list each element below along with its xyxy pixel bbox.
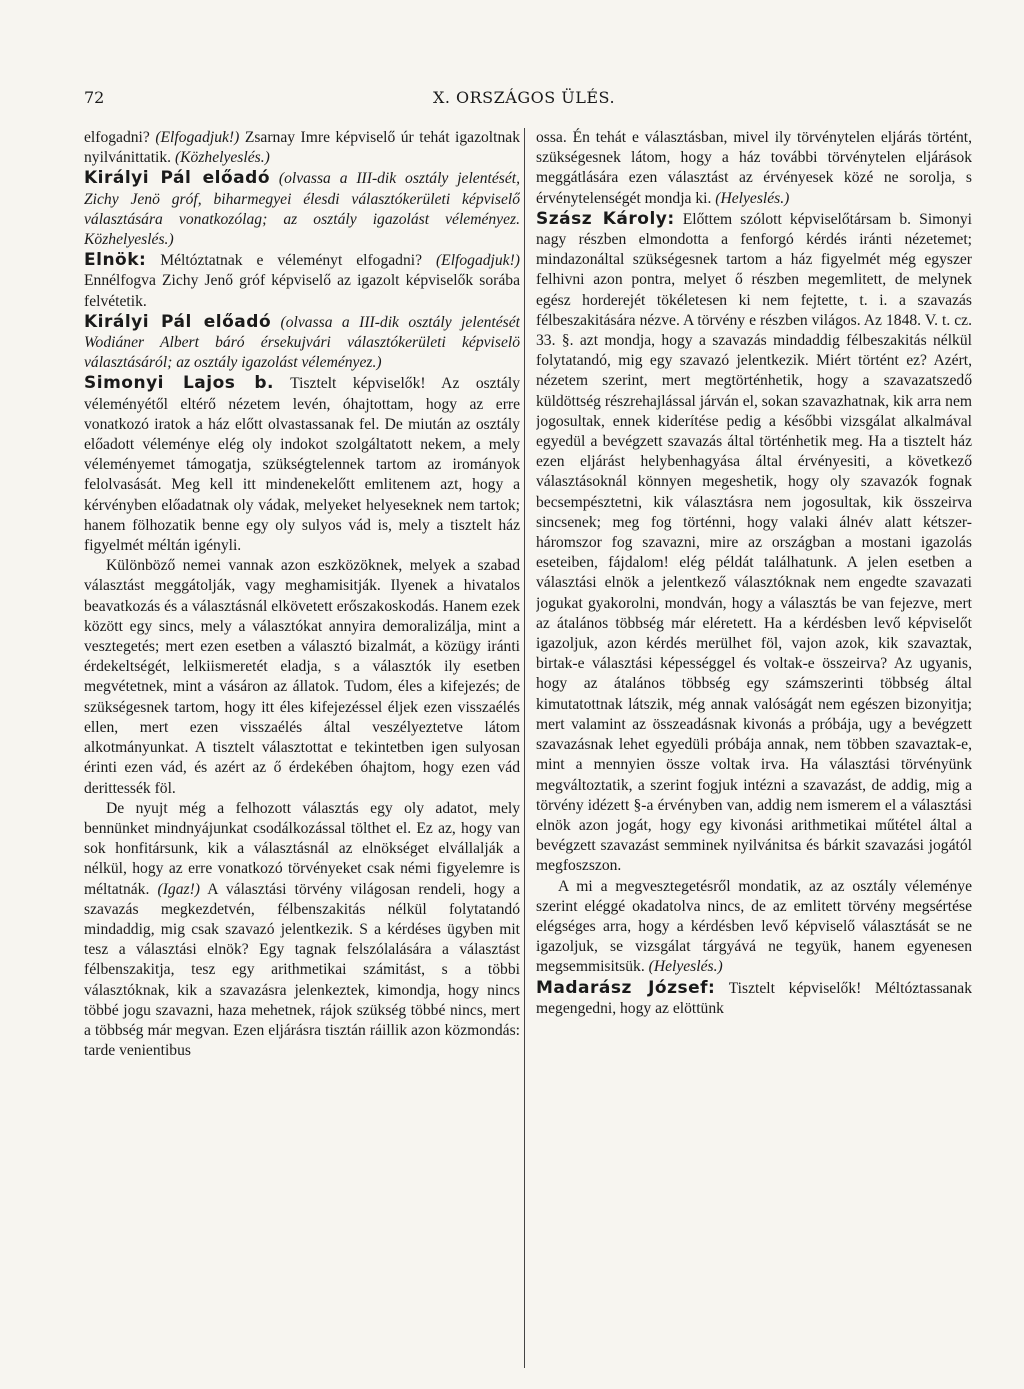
text-run: Ennélfogva Zichy Jenő gróf képviselő az igazolt képviselők sorába felvétetik. [84,272,520,310]
page-header [84,88,964,112]
text-run: ossa. Én tehát e választásban, mivel ily törvénytelen eljárás történt, szükségesnek látom, hogy a ház további törvénytelen eljárások meggátlására ezen választást az érvényesek közé ne sorolja, s érvénytelenségét mondja ki. [536,129,972,207]
text-run: Zsarnay Imre képviselő úr tehát igazoltnak nyilvánittatik. [84,129,520,167]
paragraph [84,312,520,374]
paragraph [536,978,972,1019]
text-run: elfogadni? [84,129,156,146]
speaker-name: Szász Károly: [536,208,675,229]
paragraph [536,877,972,978]
italic-remark: (Helyeslés.) [715,189,790,207]
text-run: A választási törvény világosan rendeli, hogy a szavazás megkezdetvén, félbenszakitás nélkül folytatandó mindaddig, mig csak szavazó jelentkezik. S a kérdéses ügyben mit tesz a választási elnök? Egy tagnak felszólalására a választást félbenszakitja, tesz egy arithmetikai számitást, s a többi választóknak, kik a szavazásra jelenkeztek, kimondja, hogy nincs többé jogu szavazni, haza mehetnek, rájok szükség többé nincs, mert a többség már megvan. Ezen eljárásra tisztán ráillik azon közmondás: tarde venientibus [84,880,520,1060]
paragraph [536,128,972,209]
paragraph [84,250,520,312]
column-divider [524,128,525,1368]
right-column [536,128,972,1368]
text-run: Méltóztatnak e véleményt elfogadni? [146,252,436,270]
paragraph [84,128,520,168]
italic-remark: (Közhelyeslés.) [174,149,270,167]
left-column [84,128,520,1368]
text-run: Tisztelt képviselők! Az osztály véleményétől eltérő nézetem levén, óhajtottam, hogy az erre vonatkozó iratok a ház előtt olvastassanak fel. De miután az osztály előadott véleménye elég oly indokot szolgáltatott nekem, a mely véleményemet támogatja, szükségtelennek tartom az irományok felolvasását. Meg kell itt mindenekelőtt emlitenem azt, hogy a kérvényben előadatnak oly vádak, melyeket helyeseknek nem tartok; hanem fölhozatik benne egy oly sulyos vád is, mely a tisztelt ház figyelmét méltán igényli. [84,375,520,555]
paragraph [84,373,520,556]
italic-remark: (olvassa a III-dik osztály jelentését, Zichy Jenö gróf, biharmegyei élesdi választókerületi képviselő választására vonatkozólag; az osztály igazolást véleményez. Közhelyeslés.) [84,170,520,249]
italic-remark: (Elfogadjuk!) [155,129,240,146]
speaker-name: Madarász József: [536,977,716,998]
text-run: Különböző nemei vannak azon eszközöknek, melyek a szabad választást meggátolják, vagy meghamisitják. Ilyenek a hivatalos beavatkozás és a választásnál elkövetett erőszakoskodás. Hanem ezek között egy sincs, mely a választókat annyira demoralizálja, mint a vesztegetés; mert ezen esetben a választó bizalmát, a közügy iránti érdekeltségét, lelkiismeretét eladja, s a választók ily esetben megvétetnek, mint a vásáron az állatok. Tudom, éles a kifejezés; de szükségesnek tartom, hogy itt éles kifejezéssel éljek ezen visszaélés ellen, mert ezen visszaélés által veszélyeztetve látom alkotmányunkat. A tisztelt választottat e tekintetben igen sulyosan érinti ezen vád, és azért az ő érdekében óhajtom, hogy ezen vád derittessék föl. [84,557,520,797]
text-run: Tisztelt képviselők! Méltóztassanak megengedni, hogy az elöttünk [536,979,972,1017]
running-title: X. ORSZÁGOS ÜLÉS. [432,88,616,107]
paragraph [84,799,520,1062]
paragraph [84,556,520,798]
italic-remark: (Elfogadjuk!) [435,252,520,270]
speaker-name: Királyi Pál előadó [84,168,271,189]
text-run: A mi a megvesztegetésről mondatik, az az osztály véleménye szerint eléggé okadatolva nincs, de az emlitett törvény megsértése elégséges arra, hogy a kérdésben levő képviselő választását se ne igazoljuk, se vizsgálat tárgyává ne tegyük, hanem egyenesen megsemmisitsük. [536,877,972,976]
speaker-name: Királyi Pál előadó [84,311,272,332]
text-run: Előttem szólott képviselőtársam b. Simonyi nagy részben elmondotta a fenforgó kérdés iránti nézetemet; mindazonáltal szükségesnek tartom a ház figyelmét még egyszer felhivni azon pontra, melyet ő részben megemlitett, de melynek egész horderejét tökéletesen ki nem fejtette, t. i. a szavazás félbeszakitására nézve. A törvény e részben világos. Az 1848. V. t. cz. 33. §. azt mondja, hogy a szavazás mindaddig félbeszakitás nélkül folytatandó, mig egy szavazó jelentkezik. Miért történt ez? Azért, nézetem szerint, mert megtörténhetik, hogy a szavazatszedő küldöttség részrehajlással járván el, sokan szavazhatnak, kik arra nem jogosultak, ennek kiderítése pedig a későbbi vizsgálat alkalmával egyedül a bevégzett szavazás által történhetik meg. Ha a tisztelt ház ezen eljárást helybenhagyása által érvényesiti, a következő választásoknál könnyen megeshetik, hogy oly szavazók fognak becsempésztetni, kik választásra nem jogosultak, kik összeirva sincsenek; meg fog történni, hogy valaki álnév alatt kétszer-háromszor fog szavazni, mire az országban a mostani igazolás eseteiben, fájdalom! elég példát találhatunk. A jelen esetben a választási elnök a jelentkező választóknak nem engedte szavazati jogukat gyakorolni, mondván, hogy a választás be van fejezve, mert az átalános többség már eléretett. Ha a kérdésben levő képviselőt igazoljuk, azon kérdés merülhet föl, vajon azok, kik szavaztak, birtak-e választási képességgel és voltak-e összeirva? Az ugyanis, hogy az átalános többség egy számszerinti többség által kimutatottnak látszik, még annak valóságát nem egészen bizonyitja; mert valamint az összeadásnak kivonás a próbája, ugy a bevégzett szavazásnak lehet egyedüli próbája annak, nem többen szavaztak-e, mint a mennyien össze voltak irva. Ha választási törvényünk megváltoztatik, a szerint fogjuk intézni a szavazást, de addig, mig a törvény idézett §-a érvényben van, addig nem ismerem el a választási elnök azon jogát, hogy egy kivonási arithmetikai műtétel által a bevégzett szavazást semminek nyilvánitsa és bárkit szavazási jogától megfoszszon. [536,210,972,875]
paragraph [536,209,972,877]
italic-remark: (olvassa a III-dik osztály jelentését Wodiáner Albert báró érsekujvári választókerületi képviselö választásáról; az osztály igazolást véleményez.) [84,313,520,372]
paragraph [84,168,520,250]
speaker-name: Simonyi Lajos b. [84,373,274,394]
text-run: De nyujt még a felhozott választás egy oly adatot, mely bennünket mindnyájunkat csodálkozással tölthet el. Ez az, hogy van sok honfitársunk, kik a választásnál az elnökséget elvállalják a nélkül, hogy az erre vonatkozó törvényeket csak némi figyelemre is méltatnák. [84,799,520,898]
speaker-name: Elnök: [84,250,147,271]
italic-remark: (Igaz!) [157,880,200,898]
page-number: 72 [84,88,105,107]
italic-remark: (Helyeslés.) [648,958,723,976]
